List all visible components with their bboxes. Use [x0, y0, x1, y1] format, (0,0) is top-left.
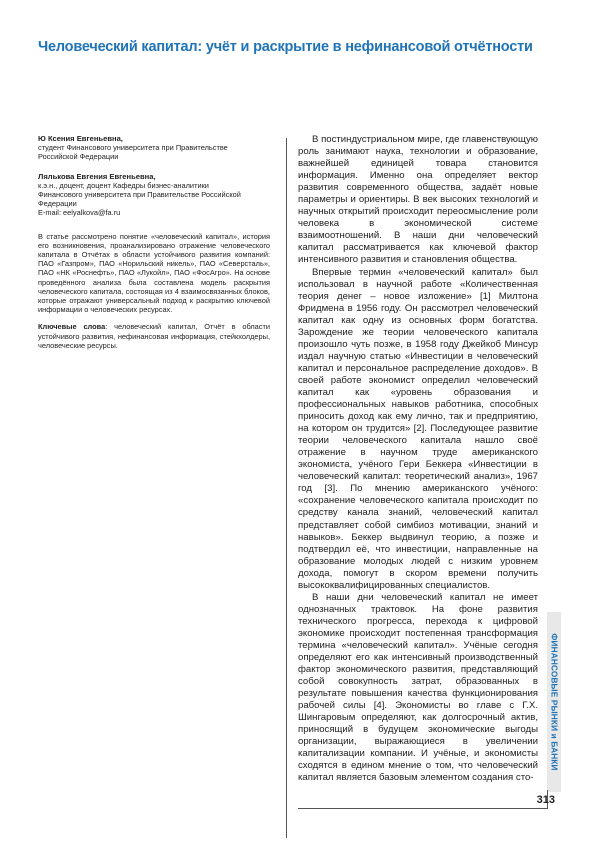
- keywords-text: : человеческий капитал, Отчёт в области устойчивого развития, нефинансовая информация, стейкхолдеры, человеческие ресурсы.: [38, 322, 270, 350]
- author-info-column: [38, 134, 270, 350]
- section-label-text: ФИНАНСОВЫЕ РЫНКИ и БАНКИ: [549, 633, 559, 771]
- body-paragraph: В постиндустриальном мире, где главенствующую роль занимают наука, технологии и образование, важнейшей единицей товара становится информация. Именно она определяет вектор развития современного общества, задаёт новые параметры и ориентиры. В век высоких технологий и научных открытий происходит переосмысление роли человека в экономической системе взаимоотношений. В наши дни человеческий капитал рассматривается как ключевой фактор интенсивного развития и становления общества.: [298, 134, 538, 266]
- page-number: 313: [536, 794, 555, 806]
- author-affiliation-line: Финансового университета при Правительстве Российской: [38, 190, 241, 200]
- body-column: [298, 134, 538, 785]
- author-block-1: [38, 134, 270, 162]
- column-divider: [286, 138, 287, 838]
- keywords-label: Ключевые слова: [38, 322, 106, 332]
- abstract: В статье рассмотрено понятие «человеческий капитал», история его возникновения, проанализировано отражение человеческого капитала в Отчётах в области устойчивого развития компаний: ПАО «Газпром», ПАО «Норильский никель», ПАО «Северсталь», ПАО «НК «Роснефть», ПАО «Лукойл», ПАО «ФосАгро». На основе проведённого анализа была составлена модель раскрытия человеческого капитала, состоящая из 4 взаимосвязанных блоков, которые отражают универсальный подход к раскрытию ключевой информации о человеческих ресурсах.: [38, 231, 270, 315]
- author-name: Лялькова Евгения Евгеньевна,: [38, 171, 156, 181]
- keywords: [38, 322, 270, 350]
- footer-rule: [298, 808, 548, 809]
- body-paragraph: В наши дни человеческий капитал не имеет однозначных трактовок. На фоне развития технического прогресса, перехода к цифровой экономике происходит постепенная трансформация термина «человеческий капитал». Учёные сегодня определяют его как интенсивный производственный фактор экономического развития, представляющий собой совокупность затрат, образованных в результате повышения качества функционирования рабочей силы [4]. Экономисты во главе с Г.Х. Шингаровым определяют, как долгосрочный актив, приносящий в будущем экономические выгоды организации, выражающиеся в увеличении капитализации компании. И учёные, и экономисты сходятся в едином мнение о том, что человеческий капитал является базовым элементом создания сто-: [298, 591, 538, 784]
- author-affiliation-line: Российской Федерации: [38, 152, 119, 162]
- body-paragraph: Впервые термин «человеческий капитал» был использовал в научной работе «Количественная теория денег – новое изложение» [1] Милтона Фридмена в 1956 году. Он рассмотрел человеческий капитал как одну из основных форм богатства. Зарождение же теории человеческого капитала произошло чуть позже, в 1958 году Джейкоб Минсур издал научную статью «Инвестиции в человеческий капитал и персональное распределение доходов». В своей работе экономист определил человеческий капитал как «уровень образования и профессиональных навыков работника, способных приносить доход как ему лично, так и предприятию, на котором он трудится» [2]. Последующее развитие теории человеческого капитала нашло своё отражение в научном труде американского экономиста, учёного Гери Беккера «Инвестиции в человеческий капитал: теоретический анализ», 1967 год [3]. По мнению американского учёного: «сохранение человеческого капитала происходит по средству канала знаний, человеческий капитал представляет собой симбиоз мотивации, знаний и навыков». Беккер выдвинул теорию, а позже и подтвердил её, что инвестиции, направленные на образование молодых людей с низким уровнем дохода, помогут в скором времени получить высококвалифицированных специалистов.: [298, 266, 538, 591]
- author-block-2: [38, 172, 270, 218]
- author-name: Ю Ксения Евгеньевна,: [38, 134, 123, 143]
- author-affiliation-line: к.э.н., доцент, доцент Кафедры бизнес-аналитики: [38, 180, 209, 190]
- author-affiliation-line: Федерации: [38, 199, 77, 209]
- author-affiliation-line: студент Финансового университета при Правительстве: [38, 143, 228, 153]
- section-side-label: [547, 612, 561, 792]
- author-email: E-mail: eelyalkova@fa.ru: [38, 208, 121, 218]
- article-title: Человеческий капитал: учёт и раскрытие в нефинансовой отчётности: [38, 39, 533, 55]
